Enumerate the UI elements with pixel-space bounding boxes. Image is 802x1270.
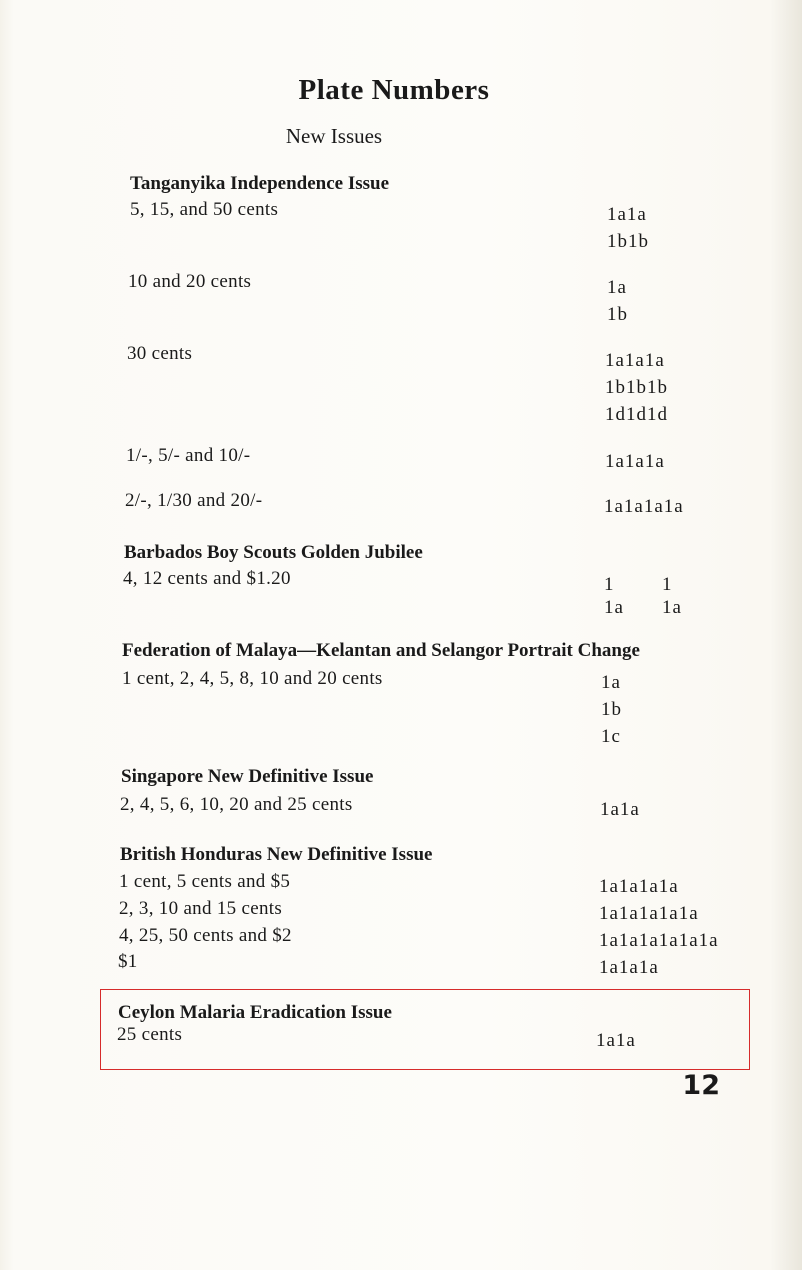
section-heading: Singapore New Definitive Issue: [121, 766, 374, 787]
plate-number: 1a1a1a1a1a: [599, 903, 699, 924]
plate-number: 1a1a: [600, 799, 640, 820]
section-heading: Barbados Boy Scouts Golden Jubilee: [124, 542, 423, 563]
plate-number: 1a: [601, 672, 621, 693]
section-heading: British Honduras New Definitive Issue: [120, 844, 433, 865]
row-label: 25 cents: [117, 1024, 183, 1045]
row-label: 4, 25, 50 cents and $2: [119, 925, 292, 946]
row-label: 2/-, 1/30 and 20/-: [125, 490, 263, 511]
plate-number: 1a1a1a: [605, 350, 665, 371]
row-label: $1: [118, 951, 138, 972]
plate-number: 1a1a1a: [599, 957, 659, 978]
section-heading: Federation of Malaya—Kelantan and Selangor Portrait Change: [122, 640, 640, 661]
row-label: 1 cent, 2, 4, 5, 8, 10 and 20 cents: [122, 668, 383, 689]
row-label: 5, 15, and 50 cents: [130, 199, 279, 220]
section-heading: Tanganyika Independence Issue: [130, 173, 390, 194]
row-label: 4, 12 cents and $1.20: [123, 568, 291, 589]
page-number: 12: [682, 1070, 720, 1101]
plate-number: 1a1a1a1a: [599, 876, 679, 897]
section-heading: Ceylon Malaria Eradication Issue: [118, 1002, 392, 1023]
plate-number: 1a1a: [607, 204, 647, 225]
plate-number: 1a: [604, 597, 624, 618]
plate-number: 1a1a: [596, 1030, 636, 1051]
plate-number: 1a1a1a1a: [604, 496, 684, 517]
plate-number: 1b1b: [607, 231, 649, 252]
plate-number: 1b1b1b: [605, 377, 668, 398]
row-label: 1/-, 5/- and 10/-: [126, 445, 251, 466]
row-label: 10 and 20 cents: [128, 271, 252, 292]
plate-number: 1a1a1a1a1a1a: [599, 930, 719, 951]
row-label: 2, 3, 10 and 15 cents: [119, 898, 283, 919]
plate-number: 1b: [607, 304, 628, 325]
row-label: 30 cents: [127, 343, 193, 364]
plate-number: 1a: [607, 277, 627, 298]
row-label: 2, 4, 5, 6, 10, 20 and 25 cents: [120, 794, 353, 815]
plate-number: 1: [604, 574, 615, 595]
page-title: Plate Numbers: [298, 74, 490, 106]
plate-number: 1d1d1d: [605, 404, 668, 425]
plate-number: 1b: [601, 699, 622, 720]
plate-number: 1a1a1a: [605, 451, 665, 472]
page-subtitle: New Issues: [285, 124, 383, 148]
plate-number: 1c: [601, 726, 621, 747]
plate-number: 1: [662, 574, 673, 595]
plate-number: 1a: [662, 597, 682, 618]
row-label: 1 cent, 5 cents and $5: [119, 871, 291, 892]
